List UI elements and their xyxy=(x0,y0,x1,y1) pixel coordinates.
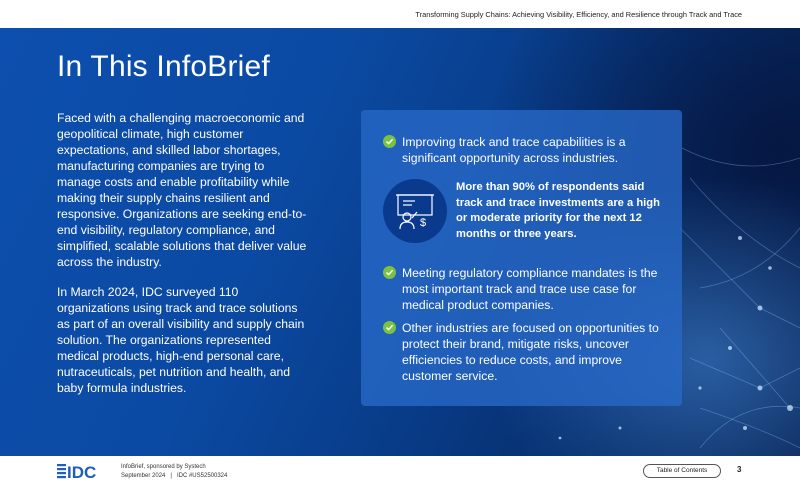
svg-text:$: $ xyxy=(420,217,427,229)
document-title: Transforming Supply Chains: Achieving Visibility, Efficiency, and Resilience through Track and Trace xyxy=(415,10,742,19)
publish-date: September 2024 xyxy=(121,472,166,479)
checkmark-icon xyxy=(383,321,396,334)
presentation-dollar-icon xyxy=(395,191,435,231)
sponsor-line: InfoBrief, sponsored by Systech xyxy=(121,464,206,470)
intro-paragraph-2: In March 2024, IDC surveyed 110 organizations using track and trace solutions as part of an overall visibility and supply chain solution. The organizations represented medical products, high-end personal care, nutraceuticals, pet nutrition and health, and baby formula industries. xyxy=(57,285,305,395)
meta-separator: | xyxy=(170,472,172,479)
key-findings-panel xyxy=(361,110,682,406)
hero-section xyxy=(0,28,800,456)
finding-item xyxy=(383,134,662,166)
table-of-contents-button[interactable]: Table of Contents xyxy=(643,464,721,478)
finding-item xyxy=(383,265,662,313)
stat-text: More than 90% of respondents said track and trace investments are a high or moderate priority for the next 12 months or three years. xyxy=(456,181,660,240)
doc-id: IDC #US52500324 xyxy=(176,472,228,479)
finding-text: Improving track and trace capabilities is a significant opportunity across industries. xyxy=(402,135,626,165)
doc-meta xyxy=(121,472,227,481)
finding-text: Other industries are focused on opportunities to protect their brand, mitigate risks, uncover efficiencies to reduce costs, and improve customer service. xyxy=(402,321,659,383)
top-bar xyxy=(0,0,800,28)
checkmark-icon xyxy=(383,135,396,148)
intro-text xyxy=(57,110,307,396)
stat-icon-circle xyxy=(383,179,447,243)
page-title: In This InfoBrief xyxy=(57,50,270,83)
idc-logo xyxy=(57,462,109,479)
finding-item xyxy=(383,320,662,384)
checkmark-icon xyxy=(383,266,396,279)
finding-text: Meeting regulatory compliance mandates is the most important track and trace use case for medical product companies. xyxy=(402,266,658,312)
footer xyxy=(0,456,800,485)
intro-paragraph-1: Faced with a challenging macroeconomic and geopolitical climate, high customer expectations, and skilled labor shortages, manufacturing companies are trying to manage costs and enable profitability while making their supply chains resilient and responsive. Organizations are seeking end-to-end visibility, regulatory compliance, and simplified, scalable solutions that deliver value across the industry. xyxy=(57,111,307,269)
stat-callout xyxy=(383,176,668,256)
sponsor-info xyxy=(121,463,227,480)
logo-text: IDC xyxy=(67,463,97,479)
page-number: 3 xyxy=(737,465,742,474)
